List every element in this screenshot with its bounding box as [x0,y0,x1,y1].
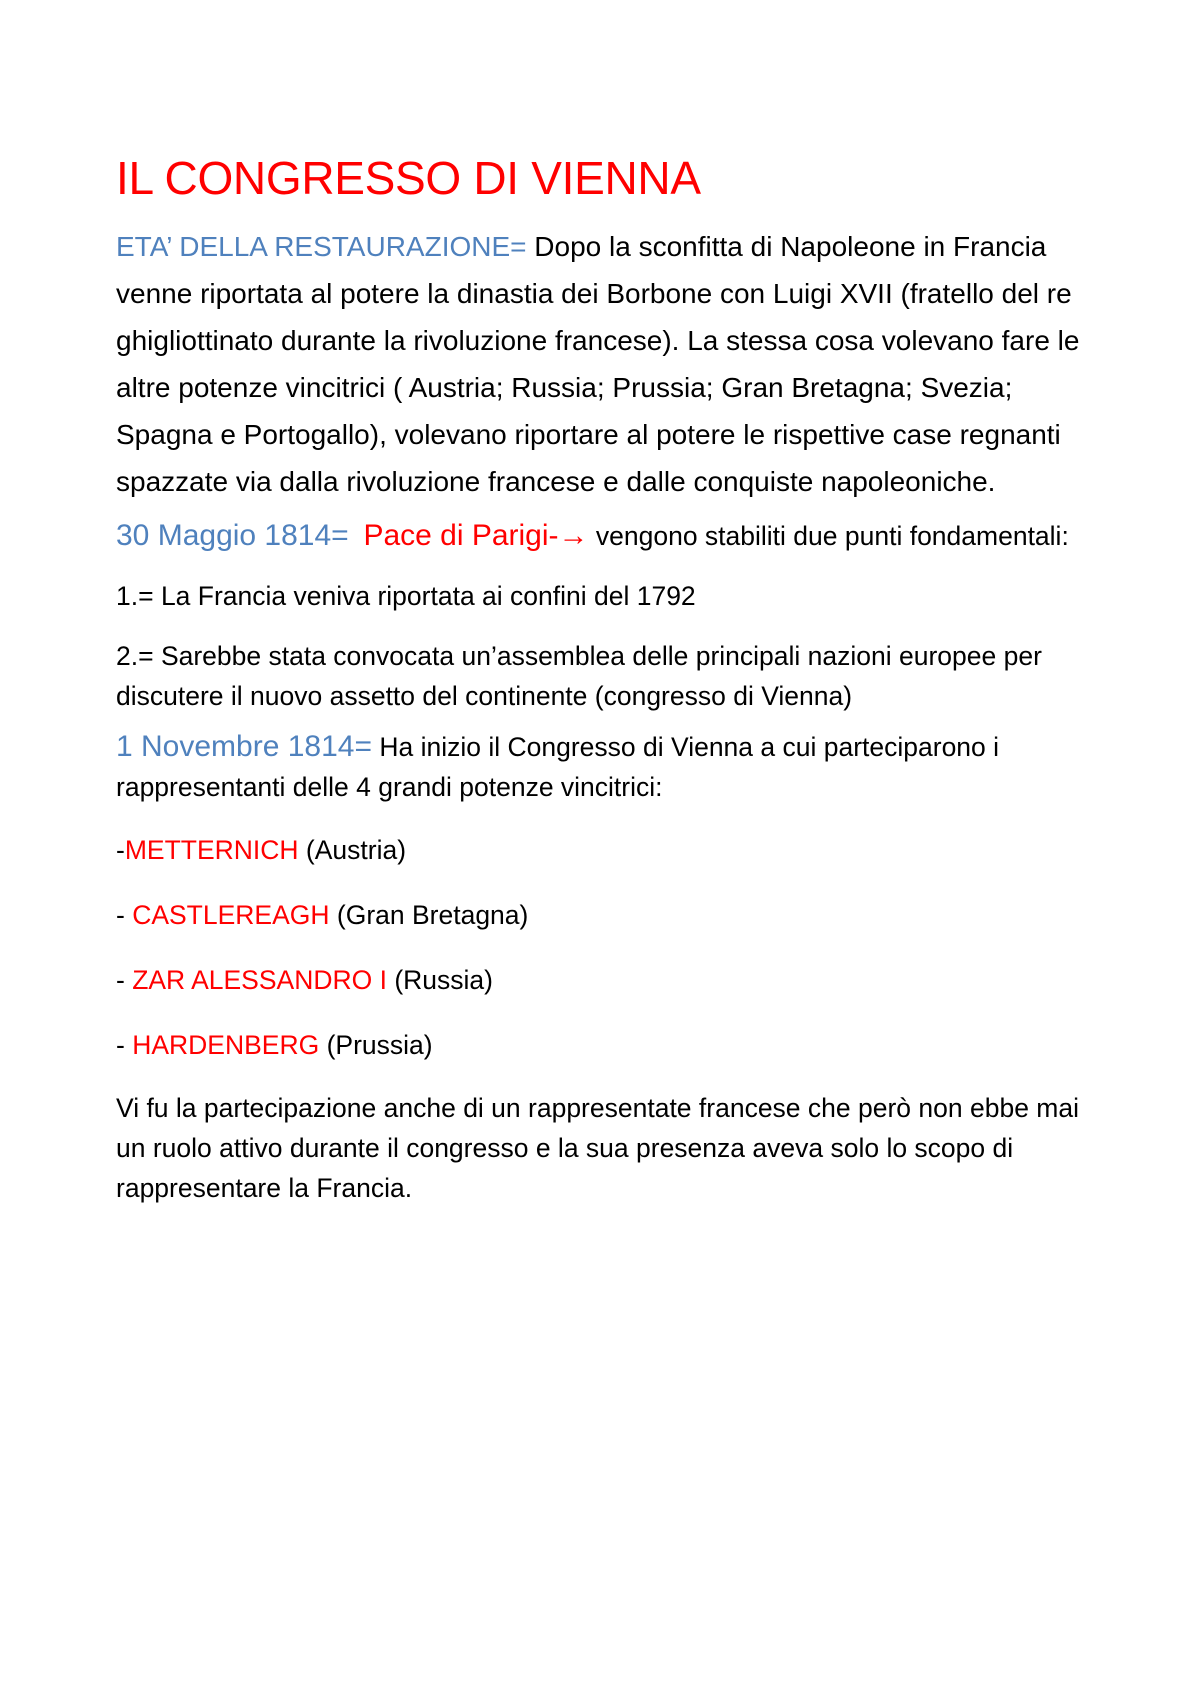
paragraph-pace-di-parigi [116,516,1096,556]
date-30-maggio-1814: 30 Maggio 1814= [116,519,349,552]
closing-paragraph: Vi fu la partecipazione anche di un rappresentate francese che però non ebbe mai un ruolo attivo durante il congresso e la sua presenza aveva solo lo scopo di rappresentare la Francia. [116,1093,1079,1203]
event-pace-di-parigi: Pace di Parigi- [363,519,559,552]
representatives-list [116,830,1096,1065]
representative-country: (Russia) [386,965,493,995]
list-item-dash: - [116,1030,133,1060]
list-item [116,960,1096,1000]
point-2: 2.= Sarebbe stata convocata un’assemblea delle principali nazioni europee per discutere il nuovo assetto del continente (congresso di Vienna) [116,641,1042,711]
representative-name: ZAR ALESSANDRO I [132,965,387,995]
list-item [116,895,1096,935]
point-1: 1.= La Francia veniva riportata ai confini del 1792 [116,581,696,611]
date-1-novembre-1814: 1 Novembre 1814= [116,730,372,763]
list-item [116,830,1096,870]
list-item-dash: - [116,965,133,995]
list-item-dash: - [116,835,125,865]
representative-name: METTERNICH [124,835,299,865]
list-item [116,1025,1096,1065]
page-title: IL CONGRESSO DI VIENNA [116,152,701,204]
representative-country: (Austria) [298,835,407,865]
paragraph-congresso-inizio [116,727,1096,807]
arrow-right-icon: → [558,519,589,552]
list-item-dash: - [116,900,133,930]
representative-country: (Prussia) [319,1030,433,1060]
paragraph-restaurazione [116,223,1096,505]
section-label-restaurazione: ETA’ DELLA RESTAURAZIONE= [116,231,527,262]
pace-di-parigi-text: vengono stabiliti due punti fondamentali: [588,521,1069,551]
representative-country: (Gran Bretagna) [329,900,529,930]
representative-name: HARDENBERG [132,1030,320,1060]
document-page [116,150,1096,1208]
representative-name: CASTLEREAGH [132,900,330,930]
congresso-inizio-text: Ha inizio il Congresso di Vienna a cui parteciparono i rappresentanti delle 4 grandi potenze vincitrici: [116,732,1000,802]
restaurazione-text: Dopo la sconfitta di Napoleone in Francia venne riportata al potere la dinastia dei Borbone con Luigi XVII (fratello del re ghigliottinato durante la rivoluzione francese). La stessa cosa volevano fare le altre potenze vincitrici ( Austria; Russia; Prussia; Gran Bretagna; Svezia; Spagna e Portogallo), volevano riportare al potere le rispettive case regnanti spazzate via dalla rivoluzione francese e dalle conquiste napoleoniche. [116,231,1080,497]
